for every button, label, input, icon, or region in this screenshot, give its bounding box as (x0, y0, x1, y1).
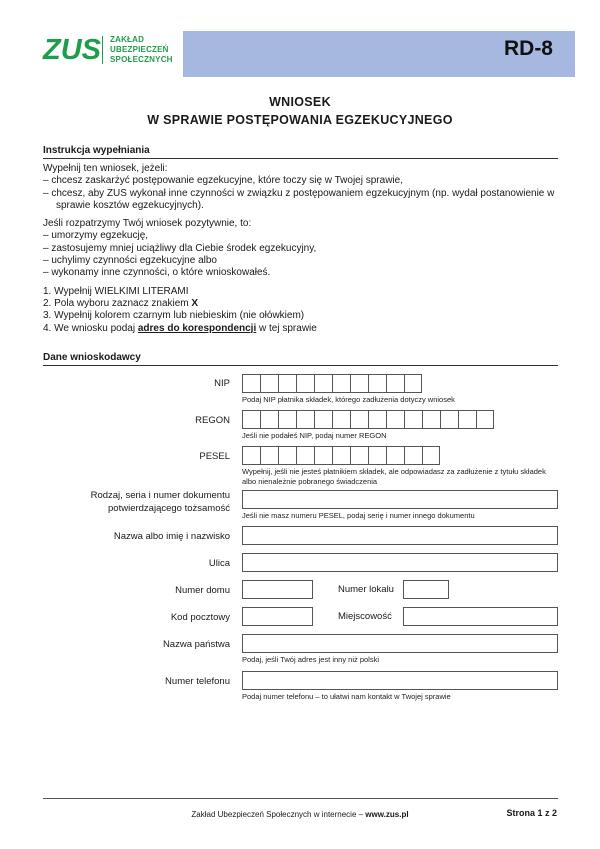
country-label: Nazwa państwa (162, 639, 230, 650)
step-3: 3. Wypełnij kolorem czarnym lub niebieskim (nie ołówkiem) (43, 310, 305, 322)
street-label: Ulica (208, 558, 230, 569)
nip-input[interactable] (242, 374, 422, 393)
postal-code-label: Kod pocztowy (170, 612, 230, 623)
positive-intro: Jeśli rozpatrzymy Twój wniosek pozytywnie, to: (43, 218, 252, 230)
form-title: WNIOSEK (269, 95, 331, 109)
positive-item: – wykonamy inne czynności, o które wnioskowałeś. (43, 267, 271, 279)
digit-cell[interactable] (422, 410, 440, 429)
digit-cell[interactable] (332, 410, 350, 429)
digit-cell[interactable] (278, 374, 296, 393)
digit-cell[interactable] (404, 446, 422, 465)
zus-logo (43, 33, 101, 66)
digit-cell[interactable] (332, 446, 350, 465)
digit-cell[interactable] (422, 446, 440, 465)
digit-cell[interactable] (386, 374, 404, 393)
instructions-item: – chcesz zaskarżyć postępowanie egzekucyjne, które toczy się w Twojej sprawie, (43, 175, 403, 187)
name-input[interactable] (242, 526, 558, 545)
digit-cell[interactable] (278, 446, 296, 465)
digit-cell[interactable] (242, 374, 260, 393)
name-label: Nazwa albo imię i nazwisko (113, 531, 230, 542)
country-input[interactable] (242, 634, 558, 653)
digit-cell[interactable] (278, 410, 296, 429)
pesel-input[interactable] (242, 446, 440, 465)
logo-mark: ZUS (43, 34, 101, 66)
logo-line: SPOŁECZNYCH (110, 55, 173, 64)
digit-cell[interactable] (368, 410, 386, 429)
digit-cell[interactable] (404, 410, 422, 429)
form-code: RD-8 (503, 37, 553, 60)
digit-cell[interactable] (404, 374, 422, 393)
document-label: Rodzaj, seria i numer dokumentu potwierdzającego tożsamość (90, 490, 230, 514)
phone-label: Numer telefonu (165, 676, 230, 687)
instructions-heading: Instrukcja wypełniania (43, 145, 558, 159)
digit-cell[interactable] (260, 410, 278, 429)
logo-line: UBEZPIECZEŃ (110, 45, 169, 54)
regon-label: REGON (195, 415, 230, 426)
positive-item: – zastosujemy mniej uciążliwy dla Ciebie środek egzekucyjny, (43, 242, 317, 254)
nip-label: NIP (214, 378, 230, 389)
footer-link[interactable]: www.zus.pl (365, 810, 409, 819)
nip-hint: Podaj NIP płatnika składek, którego zadłużenia dotyczy wniosek (242, 395, 455, 404)
street-input[interactable] (242, 553, 558, 572)
instructions-intro: Wypełnij ten wniosek, jeżeli: (43, 163, 168, 174)
digit-cell[interactable] (314, 374, 332, 393)
pesel-hint: Wypełnij, jeśli nie jesteś płatnikiem składek, ale odpowiadasz za zadłużenie z tytułu składek albo nienależnie pobranego świadczenia (242, 467, 546, 486)
digit-cell[interactable] (368, 374, 386, 393)
form-subtitle: W SPRAWIE POSTĘPOWANIA EGZEKUCYJNEGO (147, 113, 453, 127)
logo-divider (102, 36, 103, 64)
digit-cell[interactable] (350, 410, 368, 429)
flat-number-label: Numer lokalu (338, 584, 394, 595)
postal-code-input[interactable] (242, 607, 313, 626)
phone-hint: Podaj numer telefonu – to ułatwi nam kontakt w Twojej sprawie (242, 692, 451, 701)
flat-number-input[interactable] (403, 580, 449, 599)
step-1: 1. Wypełnij WIELKIMI LITERAMI (43, 285, 189, 297)
digit-cell[interactable] (260, 446, 278, 465)
house-number-input[interactable] (242, 580, 313, 599)
digit-cell[interactable] (296, 410, 314, 429)
digit-cell[interactable] (458, 410, 476, 429)
digit-cell[interactable] (314, 446, 332, 465)
digit-cell[interactable] (242, 410, 260, 429)
regon-hint: Jeśli nie podałeś NIP, podaj numer REGON (242, 431, 387, 440)
instructions-item: – chcesz, aby ZUS wykonał inne czynności w związku z postępowaniem egzekucyjnym (np. wydał postanowienie w sprawie kosztów egzekucyjnych). (43, 187, 555, 211)
digit-cell[interactable] (386, 446, 404, 465)
phone-input[interactable] (242, 671, 558, 690)
footer-text: Zakład Ubezpieczeń Społecznych w internecie – www.zus.pl (191, 810, 409, 819)
footer-divider (43, 798, 558, 799)
digit-cell[interactable] (242, 446, 260, 465)
digit-cell[interactable] (314, 410, 332, 429)
logo-line: ZAKŁAD (110, 35, 145, 44)
document-hint: Jeśli nie masz numeru PESEL, podaj serię i numer innego dokumentu (242, 511, 475, 520)
digit-cell[interactable] (386, 410, 404, 429)
digit-cell[interactable] (350, 446, 368, 465)
digit-cell[interactable] (296, 446, 314, 465)
document-input[interactable] (242, 490, 558, 509)
digit-cell[interactable] (440, 410, 458, 429)
step-2: 2. Pola wyboru zaznacz znakiem X (43, 297, 199, 309)
digit-cell[interactable] (476, 410, 494, 429)
digit-cell[interactable] (296, 374, 314, 393)
regon-input[interactable] (242, 410, 494, 429)
instructions-body (43, 163, 563, 335)
logo-text (110, 35, 173, 65)
page-number: Strona 1 z 2 (506, 808, 557, 818)
positive-item: – uchylimy czynności egzekucyjne albo (43, 255, 217, 267)
digit-cell[interactable] (350, 374, 368, 393)
city-input[interactable] (403, 607, 558, 626)
applicant-heading: Dane wnioskodawcy (43, 352, 558, 366)
step-4: 4. We wniosku podaj adres do korespondencji w tej sprawie (43, 322, 317, 334)
city-label: Miejscowość (338, 611, 392, 622)
digit-cell[interactable] (332, 374, 350, 393)
country-hint: Podaj, jeśli Twój adres jest inny niż polski (242, 655, 380, 664)
house-number-label: Numer domu (175, 585, 230, 596)
positive-item: – umorzymy egzekucję, (43, 230, 149, 242)
digit-cell[interactable] (260, 374, 278, 393)
pesel-label: PESEL (199, 451, 230, 462)
digit-cell[interactable] (368, 446, 386, 465)
